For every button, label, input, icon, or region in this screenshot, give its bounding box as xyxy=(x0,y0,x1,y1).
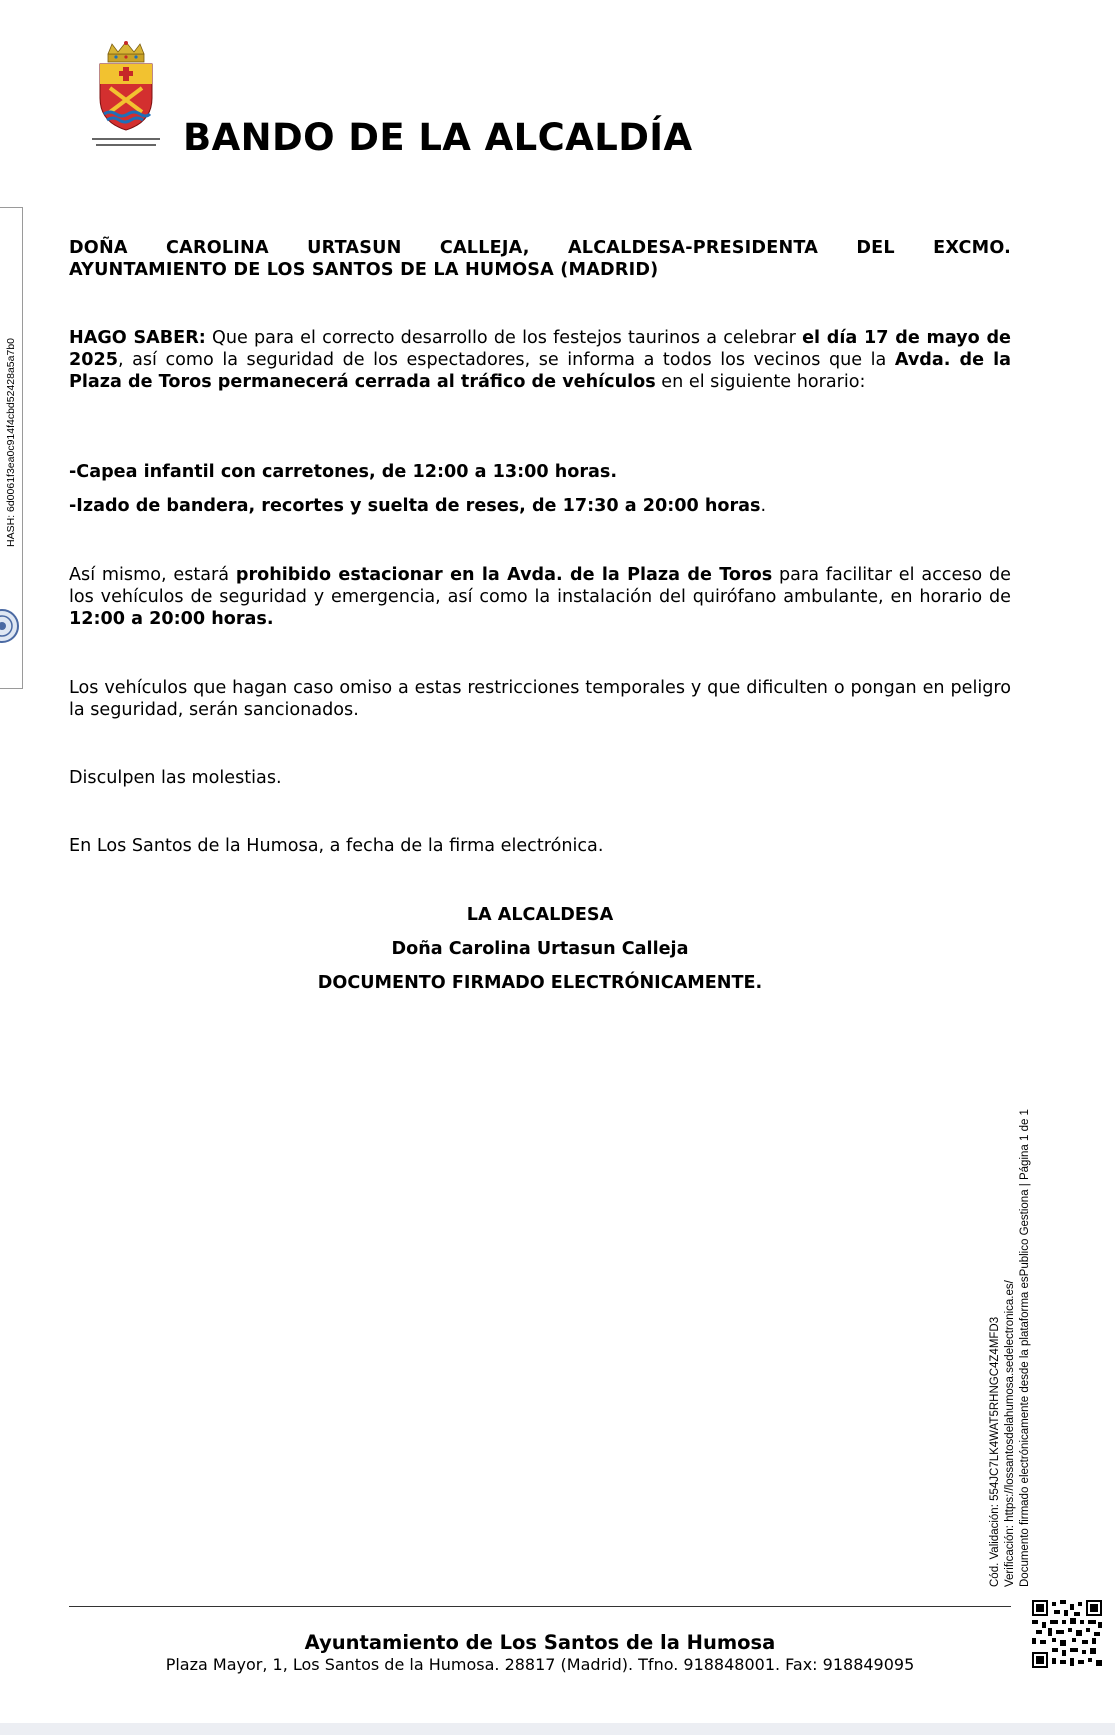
road-closure: Avda. de la Plaza de Toros permanecerá cerrada al tráfico de vehículos xyxy=(69,350,1011,392)
footer-address: Plaza Mayor, 1, Los Santos de la Humosa. 28817 (Madrid). Tfno. 918848001. Fax: 918849095 xyxy=(165,1655,915,1674)
mayor-heading xyxy=(69,237,1011,281)
document-title: BANDO DE LA ALCALDÍA xyxy=(183,116,693,159)
sanctions-paragraph: Los vehículos que hagan caso omiso a estas restricciones temporales y que dificulten o pongan en peligro la seguridad, serán sancionados. xyxy=(69,678,1011,720)
coat-of-arms-logo xyxy=(88,40,164,152)
schedule-item-text: -Izado de bandera, recortes y suelta de reses, de 17:30 a 20:00 horas xyxy=(69,496,761,516)
signature-name: Doña Carolina Urtasun Calleja xyxy=(391,939,689,959)
heading-line-2: AYUNTAMIENTO DE LOS SANTOS DE LA HUMOSA (MADRID) xyxy=(69,260,659,280)
validation-code: Cód. Validación: 554JC7LK4WAT5RHNGC4Z4MFD3 xyxy=(989,1316,1001,1587)
announcement-paragraph xyxy=(69,327,1011,393)
document-hash: HASH: 6d0061f3ea0c914f4cbd52428a5a7b0 xyxy=(5,337,17,547)
qr-code-icon xyxy=(1032,1600,1102,1668)
p1-text-a: Que para el correcto desarrollo de los festejos taurinos a celebrar xyxy=(205,328,803,348)
official-seal-icon xyxy=(0,600,20,652)
schedule-item xyxy=(69,495,1011,517)
p2-text-c: para facilitar el acceso de los vehículos de seguridad y emergencia, así como la instalación del quirófano ambulante, en horario de xyxy=(69,565,1011,607)
schedule-item-end: . xyxy=(760,496,767,516)
p1-text-c: , así como la seguridad de los espectadores, se informa a todos los vecinos que la xyxy=(117,350,895,370)
place-date-paragraph: En Los Santos de la Humosa, a fecha de la firma electrónica. xyxy=(69,836,604,856)
apology-paragraph: Disculpen las molestias. xyxy=(69,768,282,788)
p2-text-a: Así mismo, estará xyxy=(69,565,236,585)
signature-note: DOCUMENTO FIRMADO ELECTRÓNICAMENTE. xyxy=(317,973,763,993)
parking-hours: 12:00 a 20:00 horas. xyxy=(69,609,274,629)
signature-role: LA ALCALDESA xyxy=(466,905,614,925)
signature-platform-note: Documento firmado electrónicamente desde la plataforma esPublico Gestiona | Página 1 de 1 xyxy=(1019,1109,1031,1587)
hago-saber-label: HAGO SABER: xyxy=(69,328,206,348)
event-date: el día 17 de mayo de 2025 xyxy=(69,328,1011,370)
validation-text xyxy=(988,1067,1036,1587)
viewer-bottom-strip xyxy=(0,1723,1115,1735)
footer-organization: Ayuntamiento de Los Santos de la Humosa xyxy=(304,1631,776,1654)
parking-prohibition: prohibido estacionar en la Avda. de la Plaza de Toros xyxy=(235,565,773,585)
schedule-item: -Capea infantil con carretones, de 12:00 a 13:00 horas. xyxy=(69,462,618,482)
heading-line-1: DOÑA CAROLINA URTASUN CALLEJA, ALCALDESA-PRESIDENTA DEL EXCMO. xyxy=(69,238,1011,258)
p1-text-e: en el siguiente horario: xyxy=(655,372,866,392)
footer-divider xyxy=(69,1606,1011,1607)
parking-paragraph xyxy=(69,564,1011,630)
verification-url: Verificación: https://lossantosdelahumosa.sedelectronica.es/ xyxy=(1004,1280,1016,1587)
